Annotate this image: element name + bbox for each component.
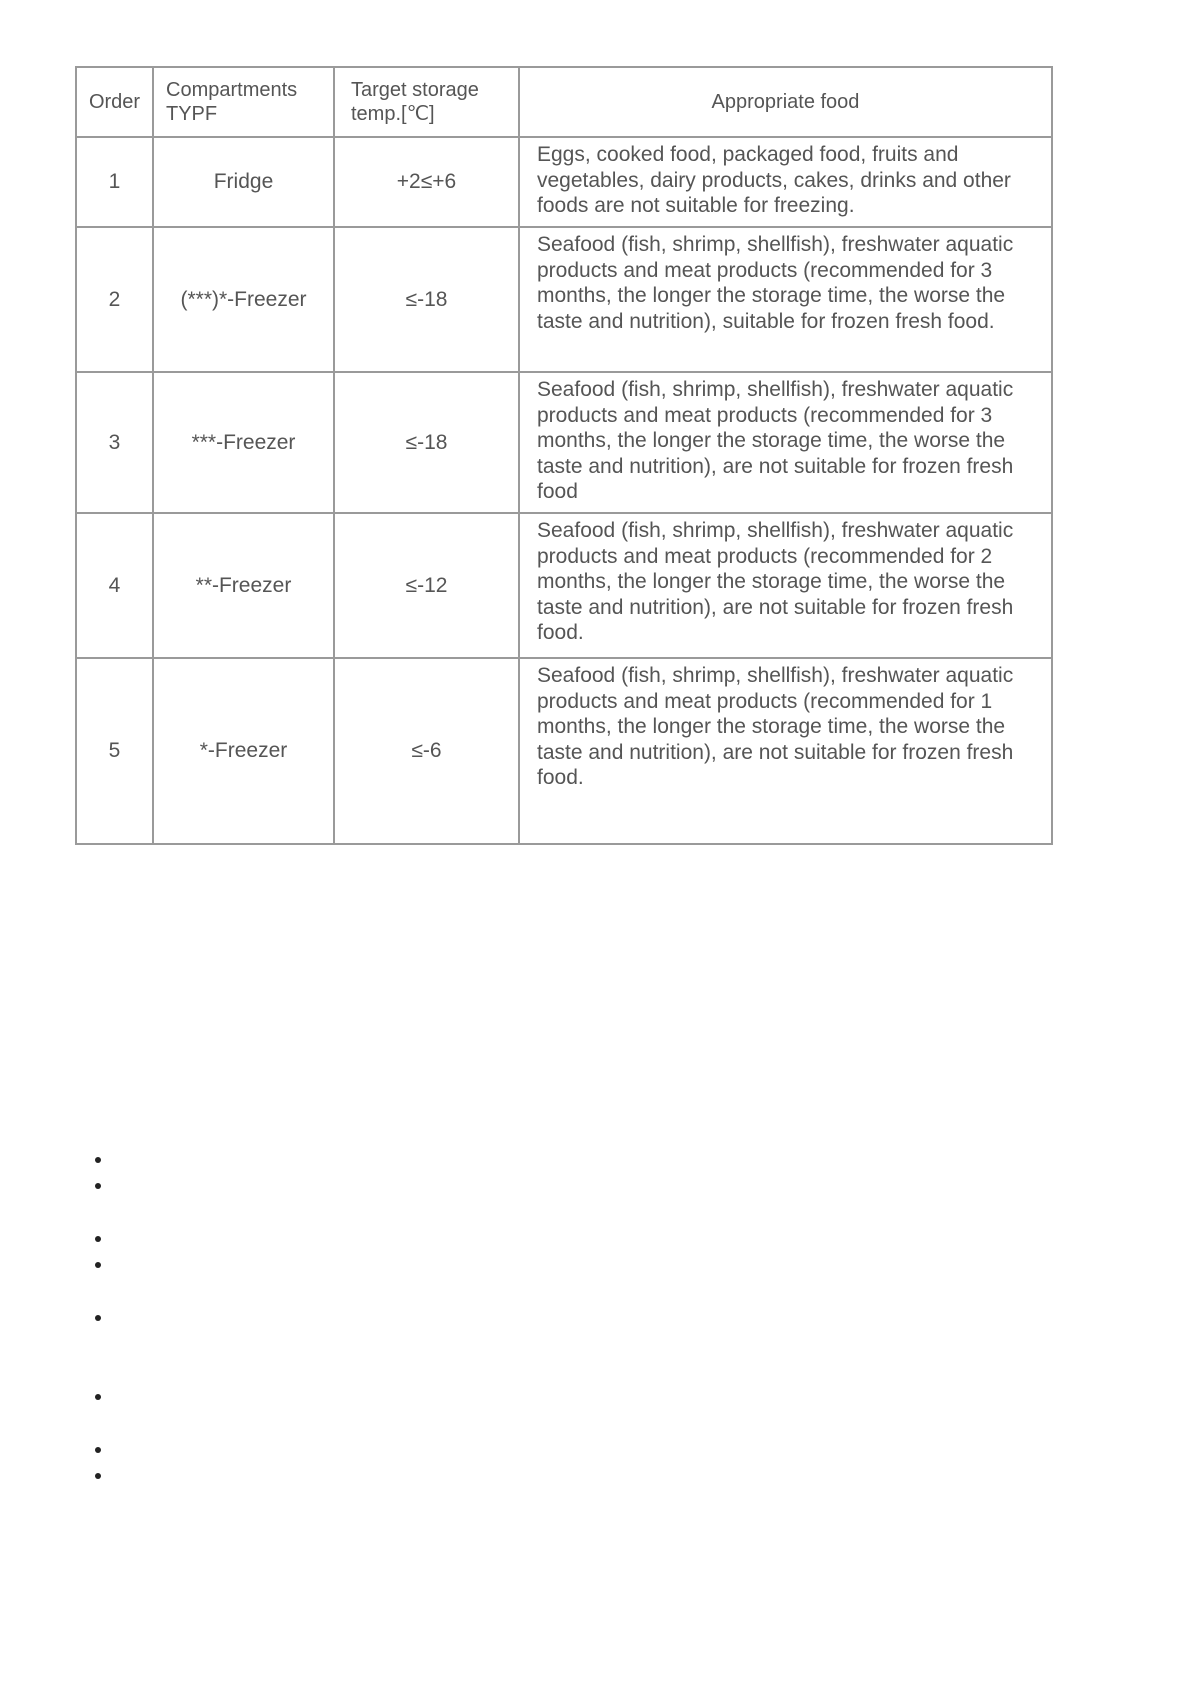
temp-cell: +2≤+6 <box>334 137 519 227</box>
compartment-cell: ***-Freezer <box>153 372 334 513</box>
temp-cell: ≤-6 <box>334 658 519 844</box>
bullet-item <box>95 1183 101 1189</box>
order-cell: 5 <box>76 658 153 844</box>
header-target-temp <box>334 67 519 137</box>
compartment-cell: Fridge <box>153 137 334 227</box>
bullet-item <box>95 1394 101 1400</box>
header-row <box>76 67 1052 137</box>
table-body <box>76 137 1052 844</box>
table-row <box>76 372 1052 513</box>
header-order-label: Order <box>88 91 141 113</box>
table-row <box>76 658 1052 844</box>
temp-cell: ≤-18 <box>334 227 519 372</box>
header-compartment-label-line1: Compartments <box>166 79 298 101</box>
food-cell: Seafood (fish, shrimp, shellfish), freshwater aquatic products and meat products (recommended for 1 months, the longer the storage time, the worse the taste and nutrition), are not suitable for frozen fresh food. <box>519 658 1052 844</box>
order-cell: 3 <box>76 372 153 513</box>
bullet-item <box>95 1473 101 1479</box>
order-cell: 1 <box>76 137 153 227</box>
header-temp-label-line1: Target storage <box>351 79 479 101</box>
temp-cell: ≤-18 <box>334 372 519 513</box>
temp-cell: ≤-12 <box>334 513 519 658</box>
header-temp-label-line2: temp.[℃] <box>351 103 435 125</box>
bullet-item <box>95 1315 101 1321</box>
order-cell: 2 <box>76 227 153 372</box>
food-cell: Seafood (fish, shrimp, shellfish), freshwater aquatic products and meat products (recommended for 3 months, the longer the storage time, the worse the taste and nutrition), suitable for frozen fresh food. <box>519 227 1052 372</box>
compartment-cell: (***)*-Freezer <box>153 227 334 372</box>
bullet-item <box>95 1262 101 1268</box>
food-storage-table <box>75 66 1053 845</box>
bullet-item <box>95 1447 101 1453</box>
order-cell: 4 <box>76 513 153 658</box>
header-compartment-type <box>153 67 334 137</box>
header-order <box>76 67 153 137</box>
table-row <box>76 227 1052 372</box>
header-appropriate-food <box>519 67 1052 137</box>
compartment-cell: **-Freezer <box>153 513 334 658</box>
food-cell: Seafood (fish, shrimp, shellfish), freshwater aquatic products and meat products (recommended for 3 months, the longer the storage time, the worse the taste and nutrition), are not suitable for frozen fresh food <box>519 372 1052 513</box>
compartment-cell: *-Freezer <box>153 658 334 844</box>
table-header <box>76 67 1052 137</box>
table-row <box>76 137 1052 227</box>
food-cell: Seafood (fish, shrimp, shellfish), freshwater aquatic products and meat products (recommended for 2 months, the longer the storage time, the worse the taste and nutrition), are not suitable for frozen fresh food. <box>519 513 1052 658</box>
food-cell: Eggs, cooked food, packaged food, fruits and vegetables, dairy products, cakes, drinks and other foods are not suitable for freezing. <box>519 137 1052 227</box>
bullet-item <box>95 1236 101 1242</box>
table-row <box>76 513 1052 658</box>
bullet-item <box>95 1157 101 1163</box>
header-compartment-label-line2: TYPF <box>166 103 218 125</box>
header-food-label: Appropriate food <box>711 91 860 113</box>
